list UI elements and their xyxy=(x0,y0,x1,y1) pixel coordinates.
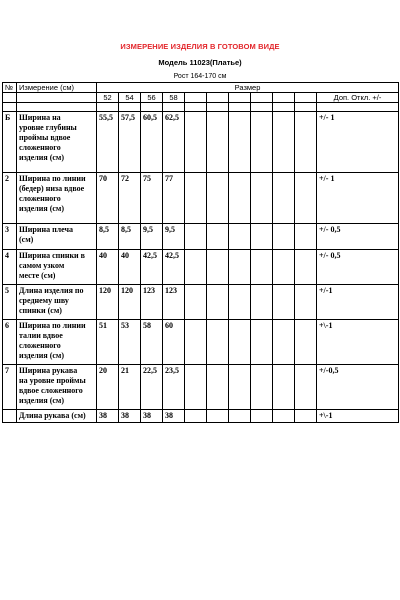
empty-cell xyxy=(273,112,295,173)
tolerance-value: +/-1 xyxy=(317,285,399,320)
row-number: 7 xyxy=(3,365,17,410)
empty-cell xyxy=(185,112,207,173)
tolerance-value: +\-1 xyxy=(317,410,399,423)
table-row xyxy=(3,320,399,365)
empty-cell xyxy=(295,410,317,423)
empty-cell xyxy=(251,224,273,250)
tolerance-value: +/-0,5 xyxy=(317,365,399,410)
size-value: 51 xyxy=(97,320,119,365)
tolerance-value: +/- 0,5 xyxy=(317,250,399,285)
empty-cell xyxy=(207,320,229,365)
empty-cell xyxy=(207,285,229,320)
row-number: 2 xyxy=(3,173,17,224)
header-no: № xyxy=(3,83,17,93)
size-value: 21 xyxy=(119,365,141,410)
document-title: ИЗМЕРЕНИЕ ИЗДЕЛИЯ В ГОТОВОМ ВИДЕ xyxy=(120,42,280,51)
tolerance-value: +/- 1 xyxy=(317,112,399,173)
empty-cell xyxy=(229,112,251,173)
measurement-name: Длина изделия по среднему шву спинки (см) xyxy=(17,285,97,320)
measurement-name: Ширина на уровне глубины проймы вдвое сложенного изделия (см) xyxy=(17,112,97,173)
row-number xyxy=(3,410,17,423)
empty-cell xyxy=(295,112,317,173)
empty-cell xyxy=(295,250,317,285)
empty-cell xyxy=(207,250,229,285)
size-value: 42,5 xyxy=(141,250,163,285)
size-value: 75 xyxy=(141,173,163,224)
empty-cell xyxy=(251,320,273,365)
empty-cell xyxy=(185,224,207,250)
size-value: 53 xyxy=(119,320,141,365)
tolerance-value: +\-1 xyxy=(317,320,399,365)
size-value: 40 xyxy=(97,250,119,285)
size-value: 8,5 xyxy=(97,224,119,250)
empty-cell xyxy=(273,320,295,365)
empty-cell xyxy=(207,112,229,173)
size-value: 70 xyxy=(97,173,119,224)
size-label: 54 xyxy=(119,93,141,103)
empty-cell xyxy=(273,250,295,285)
row-number: Б xyxy=(3,112,17,173)
empty-cell xyxy=(207,410,229,423)
empty-cell xyxy=(229,224,251,250)
empty-cell xyxy=(251,285,273,320)
size-value: 60 xyxy=(163,320,185,365)
size-value: 77 xyxy=(163,173,185,224)
empty-cell xyxy=(295,173,317,224)
row-number: 5 xyxy=(3,285,17,320)
size-value: 58 xyxy=(141,320,163,365)
size-value: 22,5 xyxy=(141,365,163,410)
empty-cell xyxy=(251,365,273,410)
empty-cell xyxy=(207,365,229,410)
empty-cell xyxy=(207,224,229,250)
measurement-table xyxy=(2,82,399,423)
empty-cell xyxy=(251,112,273,173)
measurement-name: Ширина по линии талии вдвое сложенного изделия (см) xyxy=(17,320,97,365)
row-number: 6 xyxy=(3,320,17,365)
table-row xyxy=(3,410,399,423)
empty-cell xyxy=(185,410,207,423)
empty-cell xyxy=(295,320,317,365)
model-name: Модель 11023(Платье) xyxy=(158,58,242,67)
size-value: 38 xyxy=(97,410,119,423)
row-number: 3 xyxy=(3,224,17,250)
empty-cell xyxy=(251,410,273,423)
header-measure: Измерение (см) xyxy=(17,83,97,93)
size-value: 123 xyxy=(163,285,185,320)
height-range: Рост 164-170 см xyxy=(173,73,227,80)
size-value: 57,5 xyxy=(119,112,141,173)
empty-cell xyxy=(295,365,317,410)
size-value: 42,5 xyxy=(163,250,185,285)
size-value: 8,5 xyxy=(119,224,141,250)
size-value: 120 xyxy=(119,285,141,320)
size-value: 40 xyxy=(119,250,141,285)
empty-cell xyxy=(185,320,207,365)
empty-cell xyxy=(273,410,295,423)
empty-cell xyxy=(229,410,251,423)
table-row xyxy=(3,224,399,250)
empty-cell xyxy=(295,224,317,250)
table-header-row xyxy=(3,83,399,93)
empty-cell xyxy=(207,173,229,224)
size-value: 9,5 xyxy=(163,224,185,250)
size-label: 52 xyxy=(97,93,119,103)
tolerance-value: +/- 0,5 xyxy=(317,224,399,250)
size-value: 123 xyxy=(141,285,163,320)
measurement-name: Ширина рукава на уровне проймы вдвое сложенного изделия (см) xyxy=(17,365,97,410)
measurement-name: Ширина по линии (бедер) низа вдвое сложенного изделия (см) xyxy=(17,173,97,224)
measurement-name: Ширина спинки в самом узком месте (см) xyxy=(17,250,97,285)
header-tolerance: Доп. Откл. +/- xyxy=(317,93,399,103)
table-row xyxy=(3,285,399,320)
empty-cell xyxy=(229,285,251,320)
spacer-row xyxy=(3,103,399,112)
table-row xyxy=(3,173,399,224)
size-label: 58 xyxy=(163,93,185,103)
empty-cell xyxy=(273,285,295,320)
row-number: 4 xyxy=(3,250,17,285)
empty-cell xyxy=(185,173,207,224)
size-value: 20 xyxy=(97,365,119,410)
table-row xyxy=(3,365,399,410)
measurement-name: Длина рукава (см) xyxy=(17,410,97,423)
table-row xyxy=(3,250,399,285)
size-value: 62,5 xyxy=(163,112,185,173)
size-header-row xyxy=(3,93,399,103)
empty-cell xyxy=(273,365,295,410)
empty-cell xyxy=(229,173,251,224)
empty-cell xyxy=(185,365,207,410)
size-value: 120 xyxy=(97,285,119,320)
empty-cell xyxy=(251,250,273,285)
empty-cell xyxy=(229,320,251,365)
tolerance-value: +/- 1 xyxy=(317,173,399,224)
size-value: 60,5 xyxy=(141,112,163,173)
size-value: 38 xyxy=(163,410,185,423)
size-value: 9,5 xyxy=(141,224,163,250)
size-value: 72 xyxy=(119,173,141,224)
measurement-name: Ширина плеча (см) xyxy=(17,224,97,250)
size-value: 55,5 xyxy=(97,112,119,173)
size-value: 23,5 xyxy=(163,365,185,410)
empty-cell xyxy=(273,224,295,250)
empty-cell xyxy=(185,250,207,285)
header-size: Размер xyxy=(97,83,399,93)
size-label: 56 xyxy=(141,93,163,103)
empty-cell xyxy=(273,173,295,224)
empty-cell xyxy=(251,173,273,224)
empty-cell xyxy=(229,250,251,285)
empty-cell xyxy=(295,285,317,320)
empty-cell xyxy=(185,285,207,320)
table-row xyxy=(3,112,399,173)
size-value: 38 xyxy=(119,410,141,423)
empty-cell xyxy=(229,365,251,410)
size-value: 38 xyxy=(141,410,163,423)
